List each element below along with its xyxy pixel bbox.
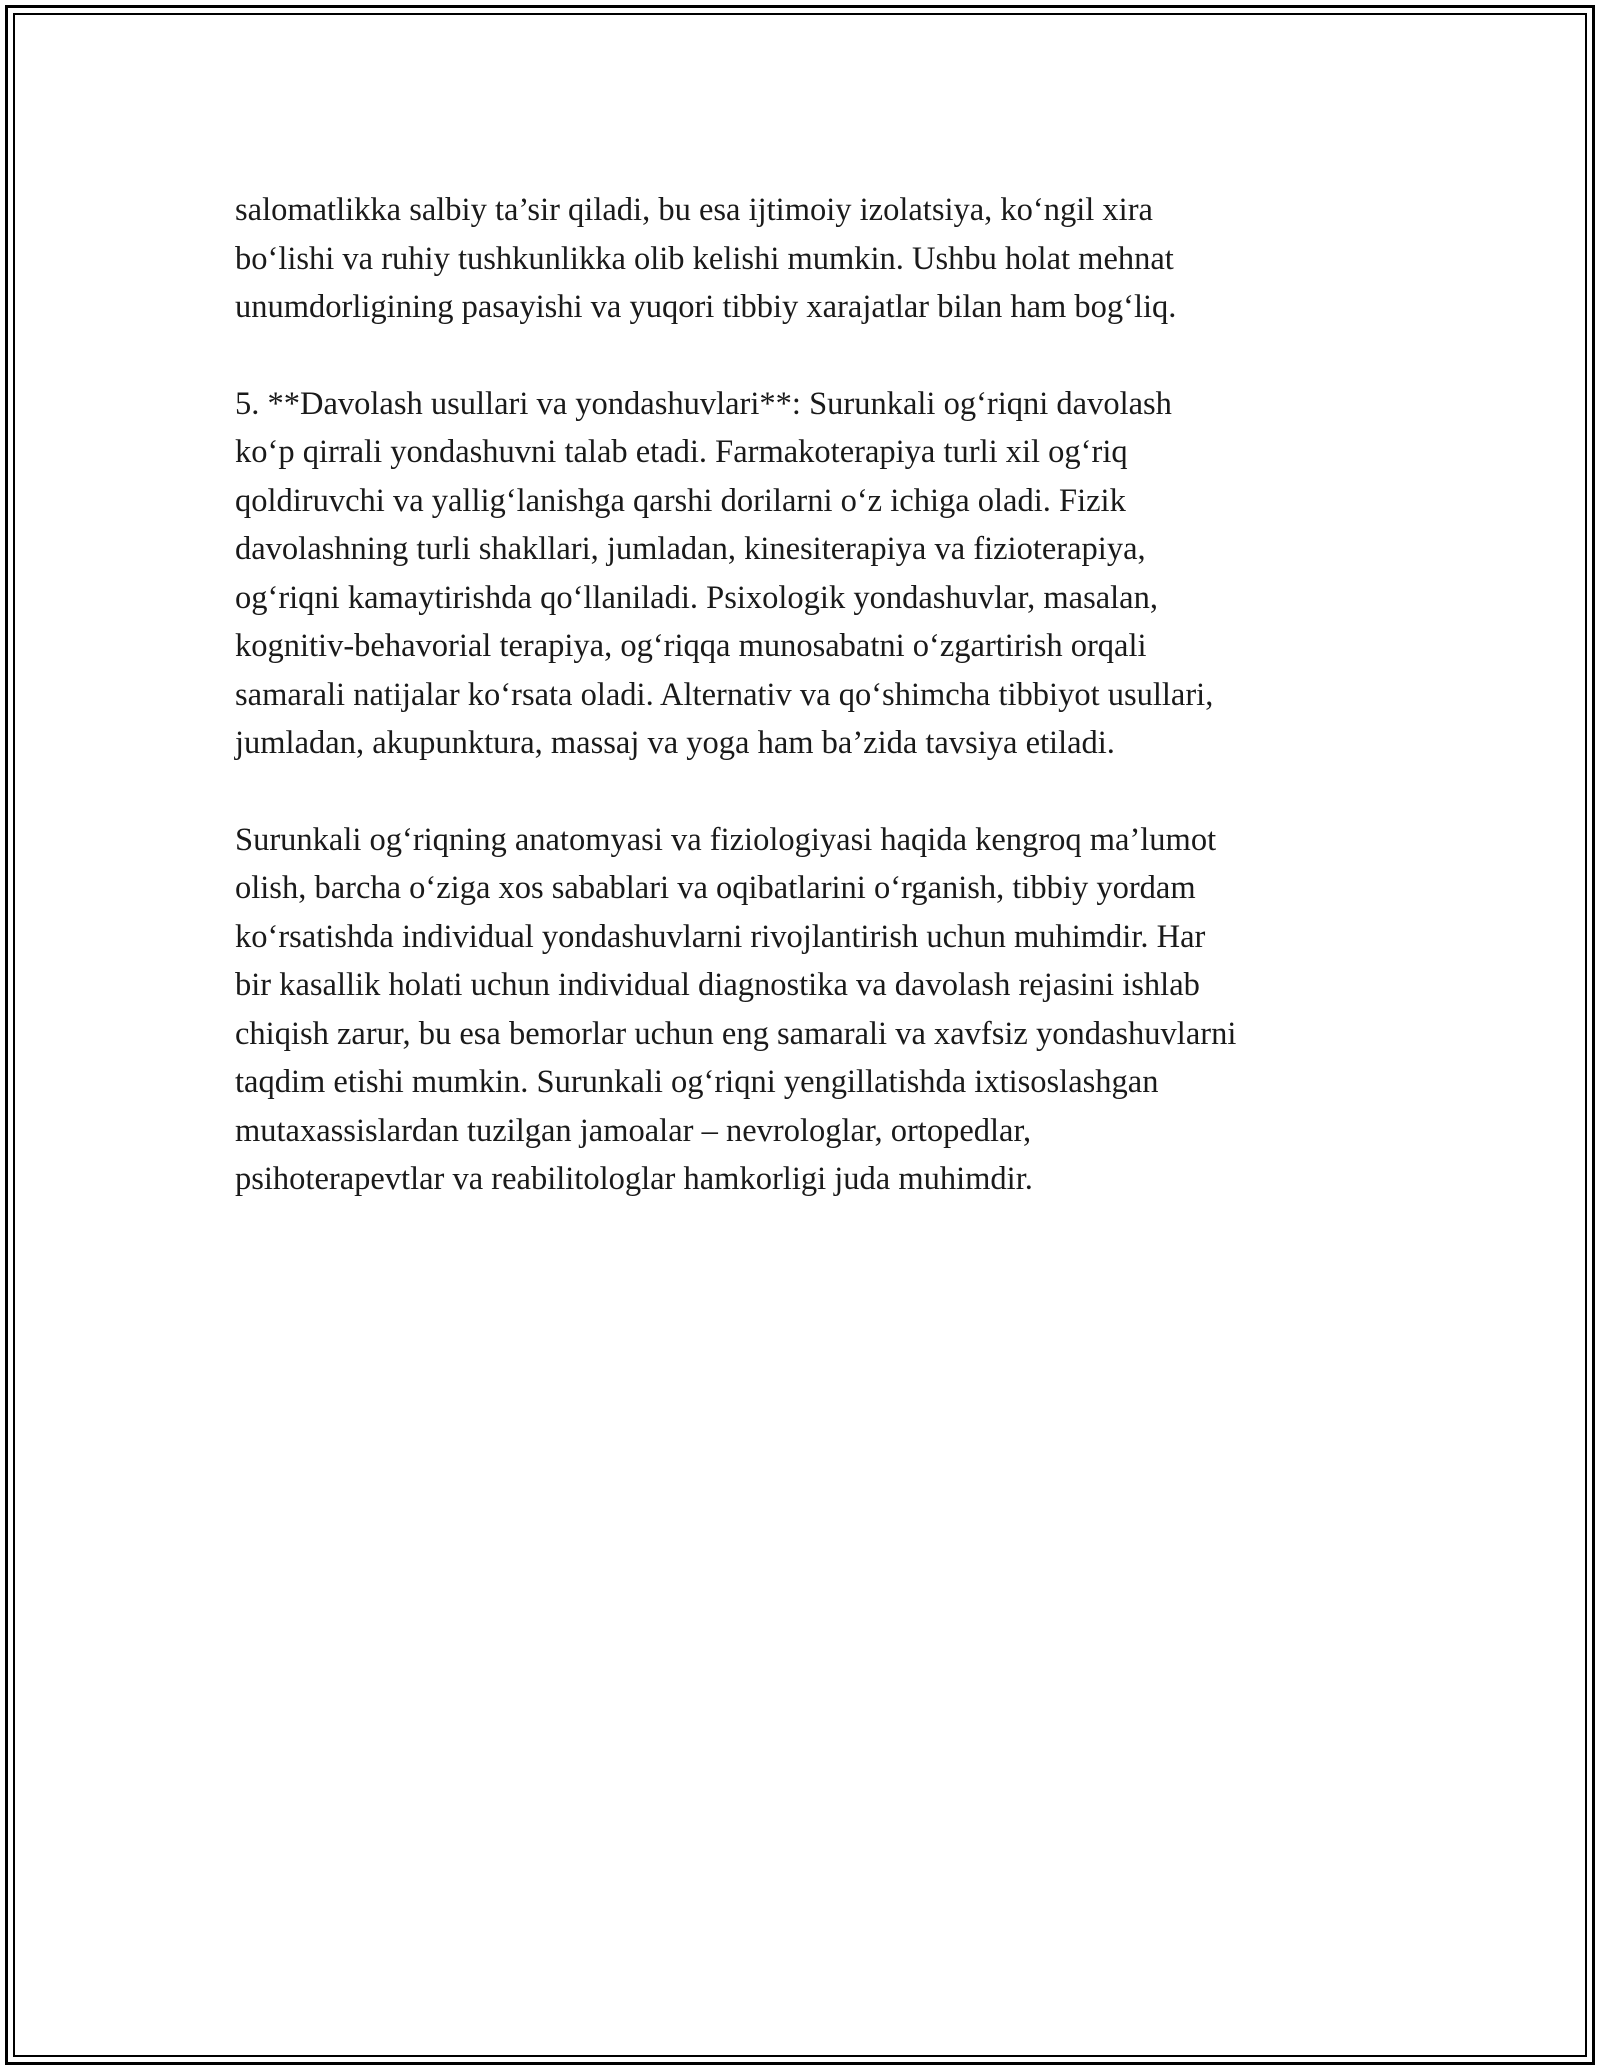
text-line: jumladan, akupunktura, massaj va yoga ham ba’zida tavsiya etiladi.	[235, 725, 1115, 761]
text-line: ko‘p qirrali yondashuvni talab etadi. Farmakoterapiya turli xil og‘riq	[235, 434, 1128, 470]
paragraph-treatment-methods	[235, 380, 1375, 768]
text-line: unumdorligining pasayishi va yuqori tibbiy xarajatlar bilan ham bog‘liq.	[235, 289, 1177, 325]
text-line: bo‘lishi va ruhiy tushkunlikka olib kelishi mumkin. Ushbu holat mehnat	[235, 240, 1174, 277]
paragraph-conclusion	[235, 816, 1375, 1204]
text-line: salomatlikka salbiy ta’sir qiladi, bu esa ijtimoiy izolatsiya, ko‘ngil xira	[235, 192, 1153, 228]
text-line: kognitiv-behavorial terapiya, og‘riqqa munosabatni o‘zgartirish orqali	[235, 628, 1147, 664]
text-line: taqdim etishi mumkin. Surunkali og‘riqni yengillatishda ixtisoslashgan	[235, 1064, 1159, 1100]
document-body	[235, 186, 1375, 1252]
text-line: davolashning turli shakllari, jumladan, kinesiterapiya va fizioterapiya,	[235, 531, 1146, 567]
text-line: olish, barcha o‘ziga xos sabablari va oqibatlarini o‘rganish, tibbiy yordam	[235, 870, 1196, 906]
text-line: ko‘rsatishda individual yondashuvlarni rivojlantirish uchun muhimdir. Har	[235, 918, 1206, 955]
text-line: og‘riqni kamaytirishda qo‘llaniladi. Psixologik yondashuvlar, masalan,	[235, 579, 1158, 616]
text-line: 5. **Davolash usullari va yondashuvlari**: Surunkali og‘riqni davolash	[235, 385, 1172, 422]
text-line: bir kasallik holati uchun individual diagnostika va davolash rejasini ishlab	[235, 967, 1200, 1003]
text-line: qoldiruvchi va yallig‘lanishga qarshi dorilarni o‘z ichiga oladi. Fizik	[235, 482, 1126, 519]
text-line: mutaxassislardan tuzilgan jamoalar – nevrologlar, ortopedlar,	[235, 1112, 1032, 1149]
text-line: Surunkali og‘riqning anatomyasi va fiziologiyasi haqida kengroq ma’lumot	[235, 821, 1217, 858]
text-line: psihoterapevtlar va reabilitologlar hamkorligi juda muhimdir.	[235, 1161, 1033, 1197]
text-line: samarali natijalar ko‘rsata oladi. Alternativ va qo‘shimcha tibbiyot usullari,	[235, 676, 1214, 713]
paragraph-social-impact	[235, 186, 1375, 332]
text-line: chiqish zarur, bu esa bemorlar uchun eng samarali va xavfsiz yondashuvlarni	[235, 1015, 1237, 1052]
